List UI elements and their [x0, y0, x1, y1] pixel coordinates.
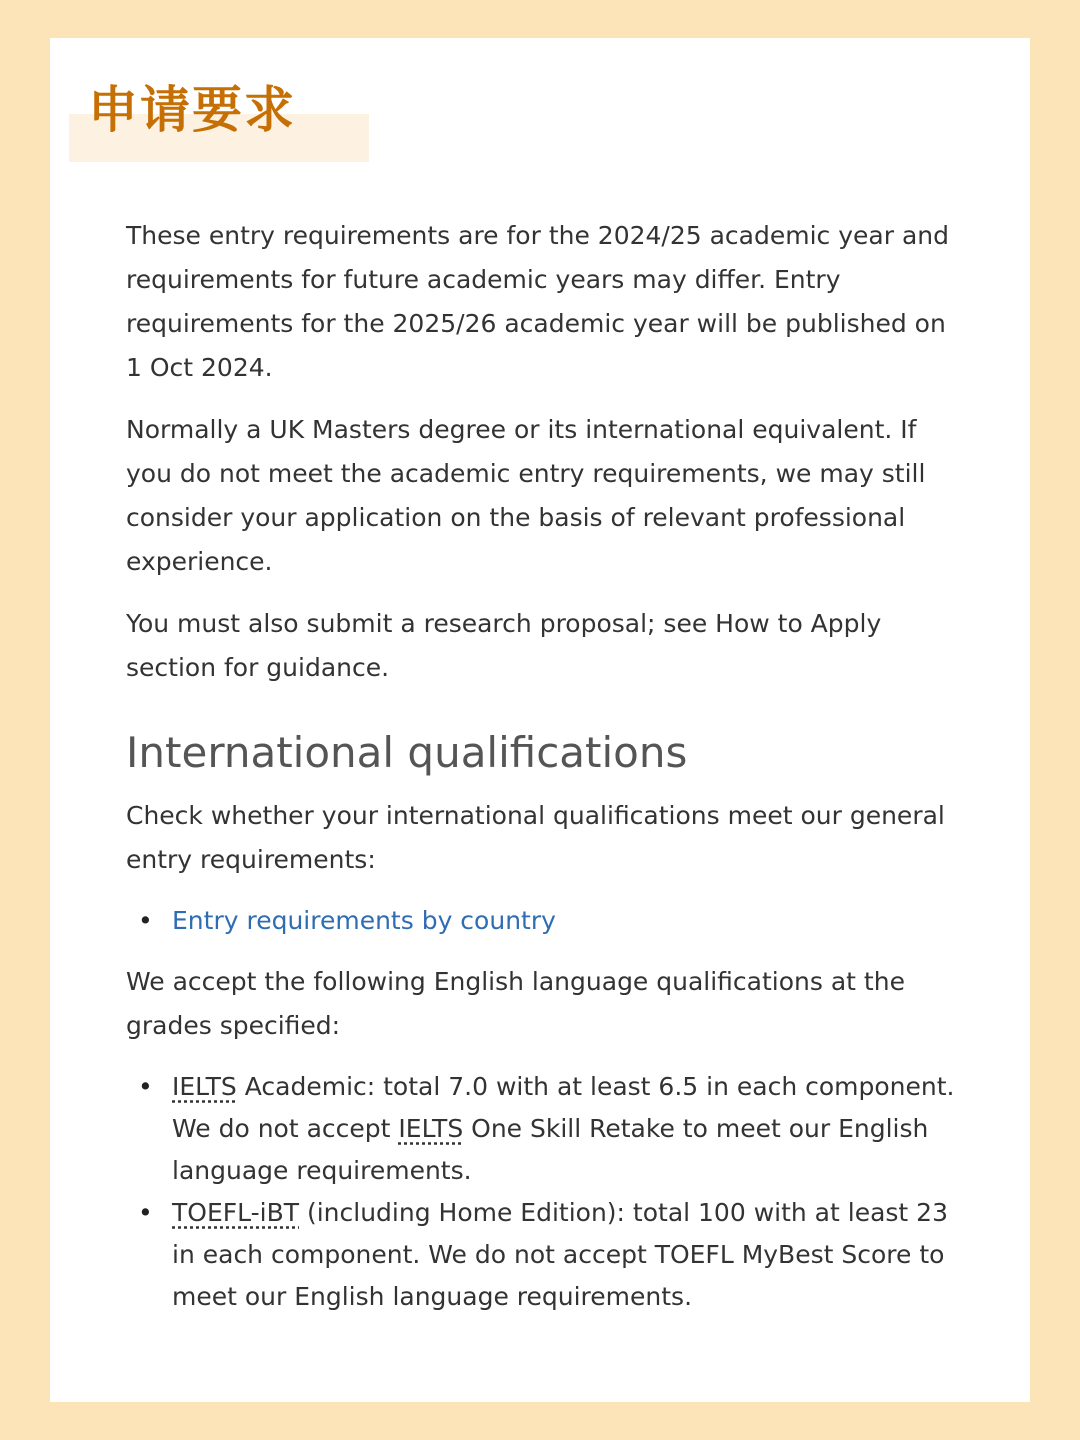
- toefl-requirement-text: (including Home Edition): total 100 with at least 23 in each component. We do not accept TOEFL MyBest Score to meet our English language requirements.: [172, 1198, 948, 1311]
- list-item: [126, 900, 966, 942]
- page-title: 申请要求: [88, 81, 296, 139]
- intro-paragraph-1: These entry requirements are for the 2024/25 academic year and requirements for future academic years may differ. Entry requirements for the 2025/26 academic year will be published on 1 Oct 2024.: [126, 221, 949, 382]
- ielts-list-item: [126, 1066, 966, 1192]
- international-heading: International qualifications: [126, 728, 688, 777]
- ielts-requirement-text: Academic: total 7.0 with at least 6.5 in each component. We do not accept: [172, 1072, 955, 1143]
- intro-paragraph-3: You must also submit a research proposal; see How to Apply section for guidance.: [126, 609, 882, 682]
- ielts-retake-text: One Skill Retake to meet our English language requirements.: [172, 1114, 929, 1185]
- international-check-text: Check whether your international qualifications meet our general entry requirements:: [126, 801, 945, 874]
- ielts-abbreviation[interactable]: IELTS: [172, 1072, 237, 1101]
- english-intro-text: We accept the following English language qualifications at the grades specified:: [126, 967, 905, 1040]
- toefl-list-item: [126, 1192, 966, 1318]
- country-link-list: [126, 900, 966, 942]
- bullet-icon: •: [138, 906, 153, 935]
- bullet-icon: •: [138, 1072, 153, 1101]
- intro-paragraph-2: Normally a UK Masters degree or its international equivalent. If you do not meet the academic entry requirements, we may still consider your application on the basis of relevant professional experience.: [126, 415, 926, 576]
- requirements-content: [126, 214, 966, 1330]
- bullet-icon: •: [138, 1198, 153, 1227]
- entry-requirements-by-country-link[interactable]: Entry requirements by country: [172, 906, 556, 935]
- content-card: [50, 38, 1030, 1402]
- english-qualifications-list: [126, 1066, 966, 1318]
- ielts-abbreviation-2[interactable]: IELTS: [398, 1114, 464, 1143]
- toefl-abbreviation[interactable]: TOEFL-iBT: [172, 1198, 300, 1227]
